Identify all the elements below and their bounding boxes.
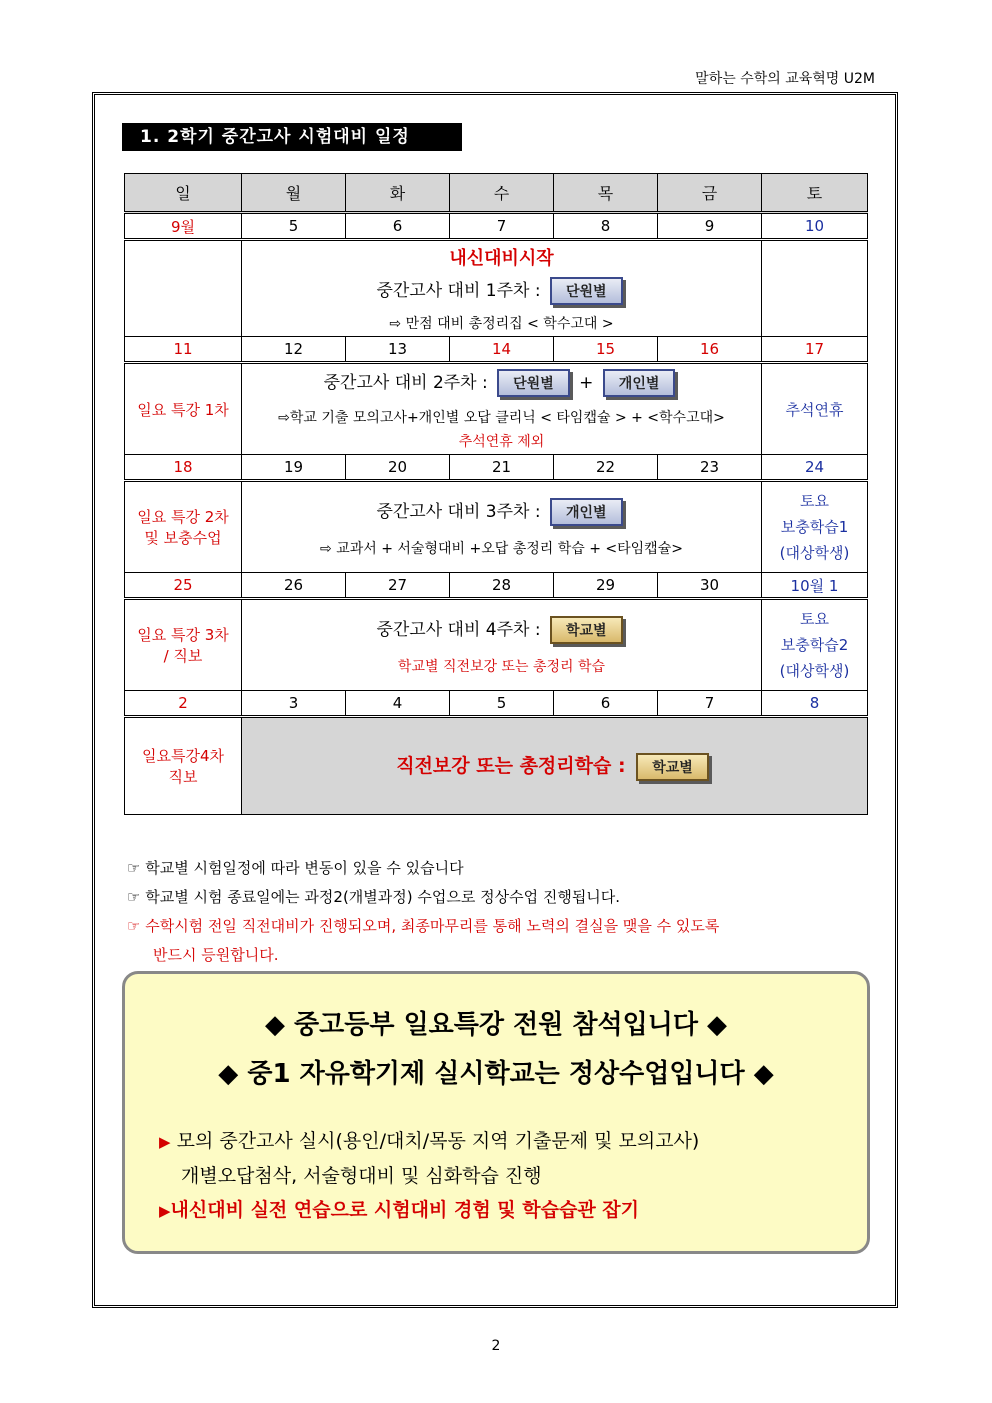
saturday-cell — [762, 599, 868, 691]
week-main-text: 직전보강 또는 총정리학습 : — [396, 755, 626, 778]
badge-unit: 단원별 — [497, 369, 570, 397]
badge-unit: 단원별 — [550, 277, 623, 305]
date-cell: 4 — [346, 691, 450, 717]
date-cell: 16 — [658, 337, 762, 363]
date-cell: 18 — [125, 455, 242, 481]
notice-line-2: ◆ 중1 자유학기제 실시학교는 정상수업입니다 ◆ — [218, 1059, 774, 1089]
date-cell: 7 — [450, 213, 554, 240]
week-sub: ⇨학교 기출 모의고사+개인별 오답 클리닉 < 타임캡슐 > + <학수고대> — [278, 409, 725, 426]
week-content — [242, 717, 868, 815]
week-row — [125, 363, 868, 455]
date-row — [125, 691, 868, 717]
sunday-line: 일요 특강 2차 — [137, 508, 229, 526]
date-cell: 9월 — [125, 213, 242, 240]
date-cell: 17 — [762, 337, 868, 363]
date-cell: 6 — [554, 691, 658, 717]
plus-sign: + — [579, 372, 594, 393]
sunday-line: 일요 특강 3차 — [137, 626, 229, 644]
saturday-line: 보충학습2 — [780, 636, 849, 654]
saturday-line: (대상학생) — [779, 662, 850, 680]
triangle-icon: ▶ — [159, 1133, 171, 1151]
saturday-cell — [762, 481, 868, 573]
sunday-cell — [125, 481, 242, 573]
week-row — [125, 717, 868, 815]
saturday-line: (대상학생) — [779, 544, 850, 562]
week-row — [125, 599, 868, 691]
date-cell: 23 — [658, 455, 762, 481]
note-3: ☞ 수학시험 전일 직전대비가 진행되오며, 최종마무리를 통해 노력의 결실을 맺을 수 있도록 — [127, 917, 720, 935]
date-cell: 8 — [554, 213, 658, 240]
date-row — [125, 455, 868, 481]
date-cell: 5 — [242, 213, 346, 240]
date-cell: 20 — [346, 455, 450, 481]
date-cell: 3 — [242, 691, 346, 717]
week-sub2: 추석연휴 제외 — [458, 433, 545, 450]
week-content — [242, 599, 762, 691]
date-cell: 9 — [658, 213, 762, 240]
week-main-text: 중간고사 대비 2주차 : — [323, 372, 488, 393]
week-content — [242, 240, 762, 337]
week-content — [242, 363, 762, 455]
date-cell: 5 — [450, 691, 554, 717]
sunday-line: 및 보충수업 — [144, 529, 222, 547]
notice-box — [122, 971, 870, 1254]
weekday-fri: 금 — [658, 174, 762, 213]
weekday-sat: 토 — [762, 174, 868, 213]
sunday-cell — [125, 240, 242, 337]
note-4: 반드시 등원합니다. — [153, 946, 279, 964]
saturday-line: 보충학습1 — [780, 518, 849, 536]
notes — [127, 854, 867, 970]
date-cell: 13 — [346, 337, 450, 363]
date-cell: 11 — [125, 337, 242, 363]
date-cell: 10 — [762, 213, 868, 240]
week-content — [242, 481, 762, 573]
section-title: 1. 2학기 중간고사 시험대비 일정 — [122, 123, 462, 151]
sunday-cell: 일요 특강 1차 — [125, 363, 242, 455]
date-cell: 7 — [658, 691, 762, 717]
week-main-text: 중간고사 대비 1주차 : — [376, 281, 541, 301]
date-cell: 10월 1 — [762, 573, 868, 599]
date-cell: 2 — [125, 691, 242, 717]
sunday-line: 일요특강4차 — [142, 747, 224, 765]
note-2: ☞ 학교별 시험 종료일에는 과정2(개별과정) 수업으로 정상수업 진행됩니다. — [127, 888, 621, 906]
weekday-wed: 수 — [450, 174, 554, 213]
notice-item-1: 모의 중간고사 실시(용인/대치/목동 지역 기출문제 및 모의고사) — [176, 1130, 700, 1152]
badge-individual: 개인별 — [550, 498, 623, 526]
date-cell: 15 — [554, 337, 658, 363]
notice-item-2: 개별오답첨삭, 서술형대비 및 심화학습 진행 — [181, 1165, 542, 1187]
date-cell: 27 — [346, 573, 450, 599]
date-cell: 25 — [125, 573, 242, 599]
date-cell: 6 — [346, 213, 450, 240]
week-row — [125, 240, 868, 337]
sunday-line: / 직보 — [163, 647, 203, 665]
date-cell: 14 — [450, 337, 554, 363]
saturday-line: 토요 — [800, 610, 829, 628]
notice-line-1: ◆ 중고등부 일요특강 전원 참석입니다 ◆ — [265, 1010, 727, 1040]
weekday-tue: 화 — [346, 174, 450, 213]
date-cell: 26 — [242, 573, 346, 599]
weekday-mon: 월 — [242, 174, 346, 213]
week-sub: ⇨ 교과서 + 서술형대비 +오답 총정리 학습 + <타임캡슐> — [320, 540, 683, 557]
week-main-text: 중간고사 대비 4주차 : — [376, 619, 541, 640]
date-cell: 21 — [450, 455, 554, 481]
note-1: ☞ 학교별 시험일정에 따라 변동이 있을 수 있습니다 — [127, 859, 464, 877]
date-cell: 28 — [450, 573, 554, 599]
date-cell: 12 — [242, 337, 346, 363]
date-row — [125, 213, 868, 240]
week-sub: ⇨ 만점 대비 총정리집 < 학수고대 > — [389, 316, 614, 332]
week-main-text: 중간고사 대비 3주차 : — [376, 501, 541, 522]
date-cell: 24 — [762, 455, 868, 481]
week-row — [125, 481, 868, 573]
notice-item-3: 내신대비 실전 연습으로 시험대비 경험 및 학습습관 잡기 — [170, 1199, 639, 1221]
weekday-thu: 목 — [554, 174, 658, 213]
badge-individual: 개인별 — [603, 369, 676, 397]
saturday-cell — [762, 240, 868, 337]
sunday-cell — [125, 599, 242, 691]
weekday-sun: 일 — [125, 174, 242, 213]
header-note: 말하는 수학의 교육혁명 U2M — [695, 71, 875, 87]
saturday-cell: 추석연휴 — [762, 363, 868, 455]
weekday-header-row — [125, 174, 868, 213]
sunday-cell — [125, 717, 242, 815]
date-cell: 22 — [554, 455, 658, 481]
week-title: 내신대비시작 — [449, 248, 554, 269]
sunday-line: 직보 — [168, 768, 198, 786]
date-row — [125, 573, 868, 599]
date-row — [125, 337, 868, 363]
date-cell: 30 — [658, 573, 762, 599]
notice-items — [159, 1124, 699, 1228]
badge-school: 학교별 — [550, 616, 623, 644]
date-cell: 19 — [242, 455, 346, 481]
triangle-icon: ▶ — [159, 1202, 171, 1220]
page-number: 2 — [491, 1338, 501, 1354]
week-sub: 학교별 직전보강 또는 총정리 학습 — [397, 658, 606, 675]
date-cell: 29 — [554, 573, 658, 599]
saturday-line: 토요 — [800, 492, 829, 510]
schedule-table — [124, 173, 868, 815]
date-cell: 8 — [762, 691, 868, 717]
badge-school: 학교별 — [636, 753, 709, 781]
